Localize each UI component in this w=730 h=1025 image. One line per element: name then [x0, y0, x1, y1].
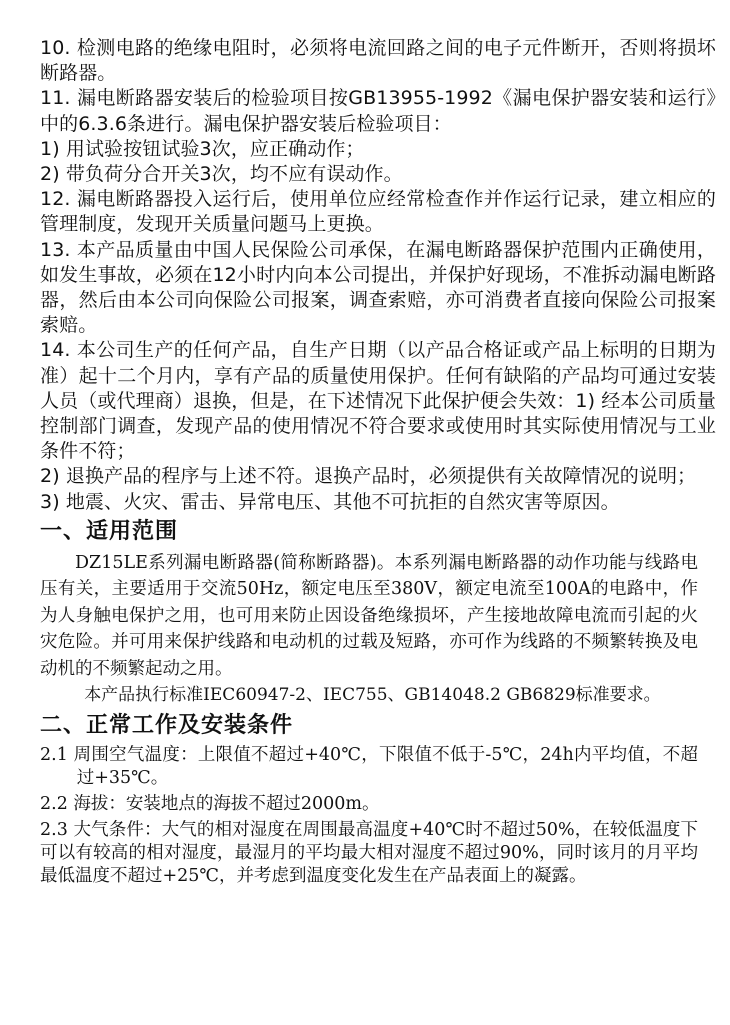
condition-2-1: 2.1 周围空气温度：上限值不超过+40℃，下限值不低于-5℃，24h内平均值，不超过+35℃。 [40, 745, 698, 789]
note-11-sub-1: 1) 用试验按钮试验3次，应正确动作； [40, 137, 365, 160]
note-11-sub-2: 2) 带负荷分合开关3次，均不应有误动作。 [40, 163, 403, 186]
note-14-sub-3: 3) 地震、火灾、雷击、异常电压、其他不可抗拒的自然灾害等原因。 [40, 490, 620, 513]
section-1-title: 一、适用范围 [40, 518, 179, 544]
note-14-sub-2: 2) 退换产品的程序与上述不符。退换产品时，必须提供有关故障情况的说明； [40, 465, 697, 488]
note-11: 11. 漏电断路器安装后的检验项目按GB13955-1992《漏电保护器安装和运行》中的6.3.6条进行。漏电保护器安装后检验项目： [40, 87, 716, 135]
condition-2-2: 2.2 海拔：安装地点的海拔不超过2000m。 [40, 794, 380, 815]
section-2-title: 二、正常工作及安装条件 [40, 713, 294, 739]
note-13: 13. 本产品质量由中国人民保险公司承保，在漏电断路器保护范围内正确使用，如发生事故，必须在12小时内向本公司提出，并保护好现场，不准拆动漏电断路器，然后由本公司向保险公司报案，调查索赔，亦可消费者直接向保险公司报案索赔。 [40, 238, 716, 337]
note-10: 10. 检测电路的绝缘电阻时，必须将电流回路之间的电子元件断开，否则将损坏断路器。 [40, 37, 716, 85]
condition-2-3: 2.3 大气条件：大气的相对湿度在周围最高温度+40℃时不超过50%，在较低温度下可以有较高的相对湿度，最湿月的平均最大相对湿度不超过90%，同时该月的月平均最低温度不超过+25℃，并考虑到温度变化发生在产品表面上的凝露。 [40, 820, 698, 887]
notes-list [40, 36, 716, 515]
section-1-standard: 本产品执行标准IEC60947-2、IEC755、GB14048.2 GB6829标准要求。 [84, 685, 661, 706]
note-14: 14. 本公司生产的任何产品，自生产日期（以产品合格证或产品上标明的日期为准）起十二个月内，享有产品的质量使用保护。任何有缺陷的产品均可通过安装人员（或代理商）退换，但是，在下述情况下此保护便会失效：1) 经本公司质量控制部门调查，发现产品的使用情况不符合要求或使用时其实际使用情况与工业条件不符； [40, 339, 716, 463]
note-12: 12. 漏电断路器投入运行后，使用单位应经常检查作并作运行记录，建立相应的管理制度，发现开关质量问题马上更换。 [40, 188, 716, 236]
section-1-paragraph: DZ15LE系列漏电断路器(简称断路器)。本系列漏电断路器的动作功能与线路电压有关，主要适用于交流50Hz，额定电压至380V，额定电流至100A的电路中，作为人身触电保护之用，也可用来防止因设备绝缘损坏，产生接地故障电流而引起的火灾危险。并可用来保护线路和电动机的过载及短路，亦可作为线路的不频繁转换及电动机的不频繁起动之用。 [40, 552, 698, 679]
